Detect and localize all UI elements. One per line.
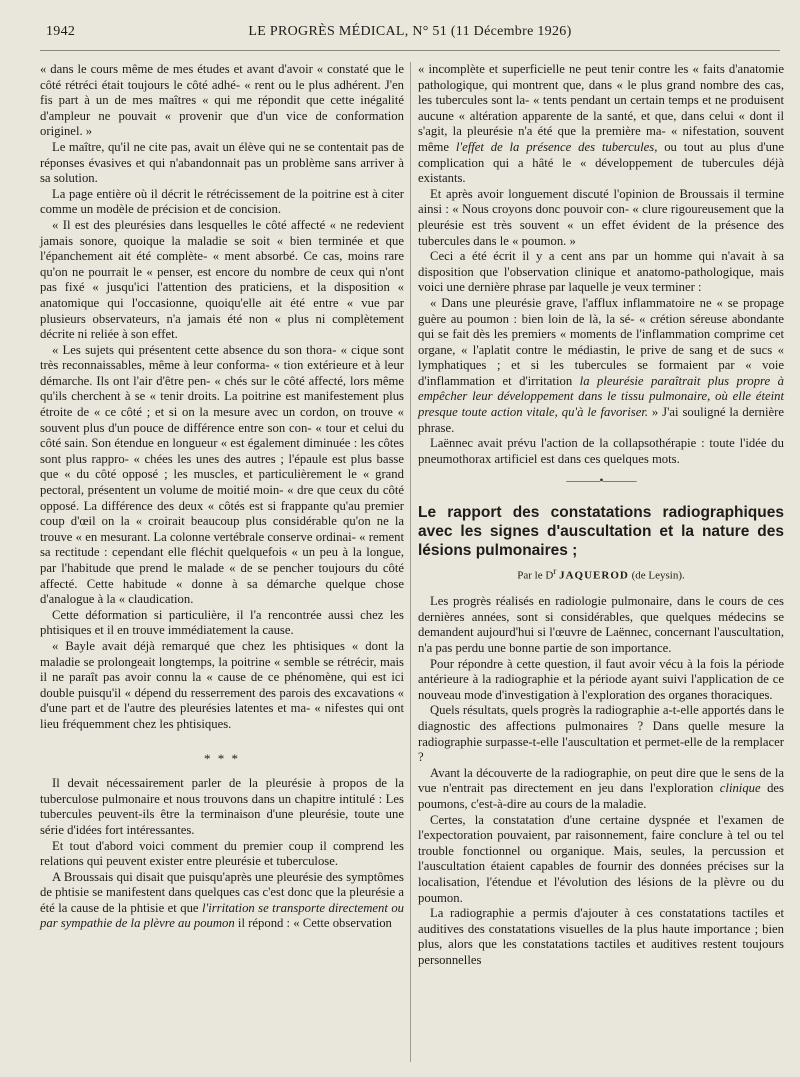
paragraph: Et après avoir longuement discuté l'opinion de Broussais il termine ainsi : « Nous croyons donc pouvoir con- « clure rigoureusement que la pleurésie est très souvent « un effet évident de la présence des tubercules dans le « poumon. » — [418, 186, 784, 248]
paragraph — [418, 766, 784, 813]
italic-run: la pleurésie paraîtrait plus propre à empêcher leur développement dans le tissu pulmonaire, où elle éteint presque toute action vitale, qu'à le favoriser. — [418, 373, 784, 420]
paragraph: Quels résultats, quels progrès la radiographie a-t-elle apportés dans le diagnostic des affections pulmonaires ? Dans quelle mesure la radiographie surpasse-t-elle l'auscultation et permet-elle de la remplacer ? — [418, 703, 784, 765]
page-header — [40, 24, 780, 46]
quote-paragraph: « Les sujets qui présentent cette absence du son thora- « cique sont très reconnaissables, même à leur conforma- « tion extérieure et à leur démarche. Ils ont l'air d'être pen- « chés sur le côté affecté, lors même qu'ils cherchent à se « tenir droits. La poitrine est manifestement plus étroite de « ce côté ; et si on la mesure avec un cordon, on trouve « souvent plus d'un pouce de différence entre son con- « tour et celui du côté sain. Son étendue en longueur « est également diminuée : les côtes sont plus rappro- « chées les unes des autres ; l'épaule est plus basse que « du côté opposé ; les muscles, et particulièrement le « grand pectoral, présentent un volume de moitié moin- « dre que ceux du côté opposé. La différence des deux « côtés est si frappante qu'au premier coup d'œil on la « croirait beaucoup plus considérable qu'on ne la trouve « en mesurant. La colonne vertébrale conserve ordinai- « rement sa rectitude : cependant elle fléchit quelquefois « un peu à la longue, par l'habitude que prend le malade « de se pencher toujours du côté affecté. Cette habitude « donne à sa démarche quelque chose d'analogue à la « claudication. — [40, 342, 404, 607]
paragraph: Il devait nécessairement parler de la pleurésie à propos de la tuberculose pulmonaire et nous trouvons dans un chapitre intitulé : Les tubercules peuvent-ils être la terminaison d'une pleurésie, toute une série d'idées fort intéressantes. — [40, 776, 404, 837]
quote-paragraph — [418, 296, 784, 436]
text-run: A Broussais qui disait que puisqu'après une pleurésie des symptômes de phtisie se manifestent dans quelques cas c'est donc que la pleurésie a été la cause de la phtisie et que — [40, 869, 404, 915]
left-column — [40, 62, 404, 932]
paragraph: Le maître, qu'il ne cite pas, avait un élève qui ne se contentait pas de réponses évasives et qui n'abandonnait pas un problème sans arriver à sa solution. — [40, 139, 404, 186]
quote-paragraph: « Bayle avait déjà remarqué que chez les phtisiques « dont la maladie se prolongeait longtemps, la poitrine « semble se rétrécir, mais il ne paraît pas avoir connu la « cause de ce phénomène, qui est ici double puisqu'il « dépend du resserrement des parois des excavations « d'une part et de l'autre des pleurésies latentes et ma- « nifestes qui ont lieu fréquemment chez les phtisiques. — [40, 638, 404, 731]
paragraph: Cette déformation si particulière, il l'a rencontrée aussi chez les phtisiques et il en trouve immédiatement la cause. — [40, 607, 404, 638]
text-run: Avant la découverte de la radiographie, on peut dire que le sens de la vue n'entrait pas directement en jeu dans l'exploration — [418, 765, 784, 796]
italic-run: l'irritation se transporte directement ou par sympathie de la plèvre au poumon — [40, 900, 405, 931]
header-rule — [40, 50, 780, 51]
byline-prefix: Par le D — [517, 569, 554, 582]
paragraph: Et tout d'abord voici comment du premier coup il comprend les relations qui peuvent exister entre pleurésie et tuberculose. — [40, 838, 404, 869]
italic-run: l'effet de la présence des tubercules — [455, 139, 655, 154]
paragraph: « dans le cours même de mes études et avant d'avoir « constaté que le côté rétréci était toujours le côté adhé- « rent ou le plus adhérent. J'en fis part à un de mes maîtres « qui me répondit que cette inégalité d'ampleur ne pouvait « provenir que d'un vice de conformation originel. » — [40, 62, 404, 139]
quote-paragraph — [418, 62, 784, 187]
text-run: , ou tout au plus d'une complication qui a hâté le « développement de tubercules déjà existants. — [418, 139, 784, 186]
paragraph: Ceci a été écrit il y a cent ans par un homme qui n'avait à sa disposition que l'observation clinique et anatomo-pathologique, mais voici une dernière phrase par laquelle je veux terminer : — [418, 249, 784, 295]
quote-paragraph: « Il est des pleurésies dans lesquelles le côté affecté « ne redevient jamais sonore, quoique la maladie se soit « bien terminée et que l'épanchement ait été complète- « ment absorbé. Ce cas, moins rare qu'on ne pourrait le « penser, est encore du nombre de ceux qui n'ont pas fixé « jusqu'ici l'attention des praticiens, et la disposition « anatomique qui l'occasionne, quoiqu'elle ait été entre « vue par plusieurs observateurs, n'a jamais été non « plus ni complètement décrite ni reliée à son effet. — [40, 217, 404, 342]
text-run: » J'ai souligné la dernière phrase. — [418, 405, 784, 435]
paragraph — [40, 870, 404, 932]
byline-sup: r — [553, 566, 557, 577]
text-run: « incomplète et superficielle ne peut tenir contre les « faits d'anatomie pathologique, qui montrent que, dans « le plus grand nombre des cas, les tubercules sont la- « tents pendant un certain temps et ne produisent aucune « altération apparente de la santé, et que, dans celui « dont il s'agit, la pleurésie n'a été que la première ma- « nifestation, souvent même — [418, 62, 784, 154]
italic-run: clinique — [719, 781, 761, 796]
article-title: Le rapport des constatations radiographiques avec les signes d'auscultation et la nature des lésions pulmonaires ; — [418, 504, 784, 560]
text-run: « Dans une pleurésie grave, l'afflux inflammatoire ne « se propage guère au poumon : bien loin de là, la sé- « crétion séreuse abondante qui se fait dès les premiers « moments de l'inflammation comprime cet organe, « l'aplatit contre le médiastin, le prive de sang et de sucs « lymphatiques ; et si les tubercules se formaient par « voie d'inflammation et d'irritation — [418, 295, 784, 388]
byline-suffix: (de Leysin). — [631, 569, 685, 582]
right-column — [418, 62, 784, 969]
section-stars: * * * — [204, 750, 240, 766]
author-name: JAQUEROD — [559, 569, 629, 582]
paragraph: Laënnec avait prévu l'action de la collapsothérapie : toute l'idée du pneumothorax artificiel est dans ces quelques mots. — [418, 436, 784, 466]
paragraph: Les progrès réalisés en radiologie pulmonaire, dans le cours de ces dernières années, sont si considérables, que quelques médecins se demandent aujourd'hui si l'œuvre de Laënnec, concernant l'auscultation, n'a pas perdu une bonne partie de son importance. — [418, 594, 784, 656]
paragraph: Certes, la constatation d'une certaine dyspnée et l'examen de l'expectoration pouvaient, par raisonnement, faire conclure à tel ou tel trouble fonctionnel ou organique. Mais, seules, la percussion et l'auscultation étaient capables de fournir des données précises sur la localisation, l'étendue et l'évolution des lésions de la plèvre ou du poumon. — [418, 812, 784, 905]
paragraph: La radiographie a permis d'ajouter à ces constatations tactiles et auditives des constatations visuelles de la plus haute importance ; bien plus, alors que les constatations tactiles et auditives restent toujours personnelles — [418, 906, 784, 967]
paragraph: La page entière où il décrit le rétrécissement de la poitrine est à citer comme un modèle de précision et de concision. — [40, 186, 404, 217]
byline — [418, 564, 784, 584]
text-run: des poumons, c'est-à-dire au cours de la maladie. — [418, 781, 784, 811]
page-number: 1942 — [46, 24, 76, 39]
text-run: il répond : « Cette observation — [234, 916, 392, 931]
running-title: LE PROGRÈS MÉDICAL, N° 51 (11 Décembre 1926) — [248, 24, 572, 39]
column-divider — [410, 62, 411, 1062]
paragraph: Pour répondre à cette question, il faut avoir vécu à la fois la période antérieure à la radiographie et la période ayant suivi l'application de ce nouveau mode d'investigation à l'exploration des organes thoraciques. — [418, 656, 784, 702]
article-separator: ———•——— — [566, 473, 636, 488]
